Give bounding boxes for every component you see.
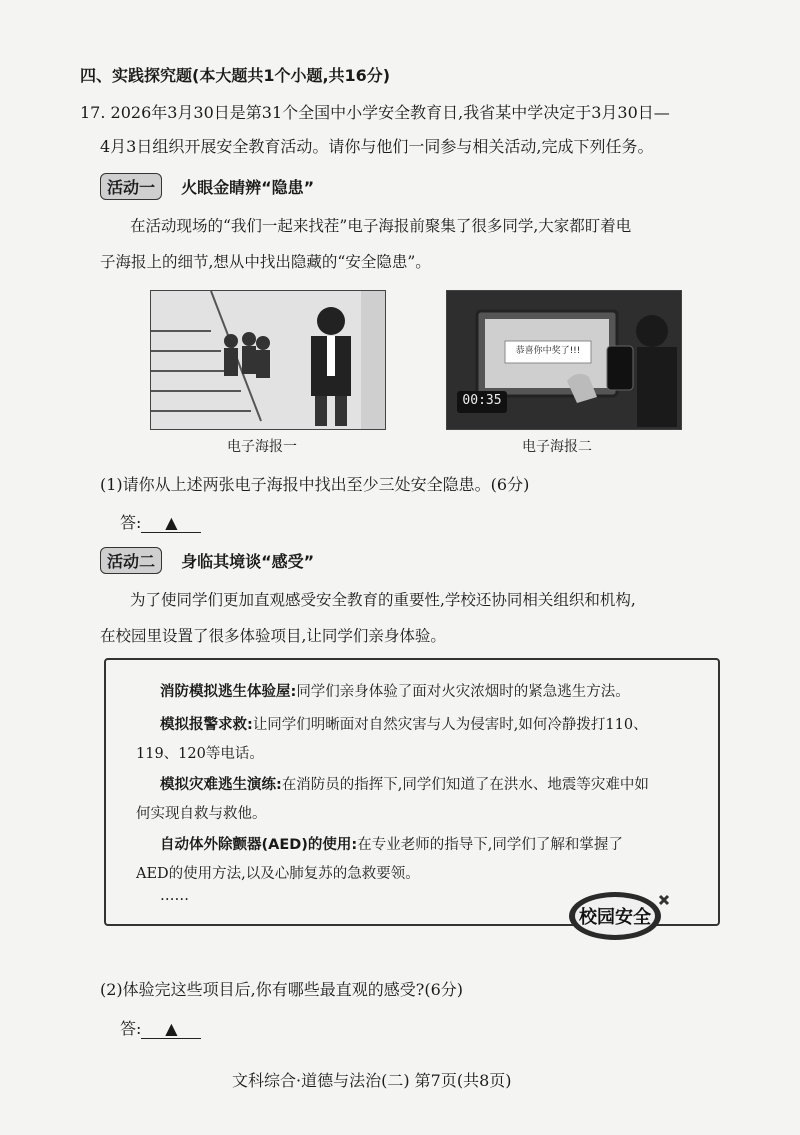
poster-two-clock: 00:35 (462, 393, 502, 408)
activity1-para-line-1: 在活动现场的“我们一起来找茬”电子海报前聚集了很多同学,大家都盯着电 (130, 217, 632, 235)
answer-2 (120, 1016, 201, 1039)
activity1-title: 火眼金睛辨“隐患” (181, 178, 315, 197)
answer-2-label: 答: (120, 1019, 142, 1038)
poster-two-screen-text: 恭喜你中奖了!!! (515, 346, 581, 356)
answer-1-blank: ▲ (141, 513, 201, 533)
answer-1 (120, 510, 201, 533)
poster-one-caption: 电子海报一 (227, 439, 297, 455)
poster-two-caption: 电子海报二 (522, 439, 592, 455)
question-line-1: 17. 2026年3月30日是第31个全国中小学安全教育日,我省某中学决定于3月30日— (80, 103, 670, 122)
answer-2-blank: ▲ (141, 1019, 201, 1039)
activity1-header (100, 173, 314, 200)
activity1-tag: 活动一 (100, 173, 162, 200)
page-footer: 文科综合·道德与法治(二) 第7页(共8页) (232, 1071, 512, 1090)
badge-text: 校园安全 (579, 907, 651, 928)
box-item-3-cont: 何实现自救与救他。 (136, 806, 267, 822)
box-item-1: 消防模拟逃生体验屋:同学们亲身体验了面对火灾浓烟时的紧急逃生方法。 (160, 684, 630, 700)
activity2-title: 身临其境谈“感受” (181, 552, 315, 571)
box-item-3: 模拟灾难逃生演练:在消防员的指挥下,同学们知道了在洪水、地震等灾难中如 (160, 777, 649, 793)
activity2-header (100, 547, 314, 574)
box-item-4-cont: AED的使用方法,以及心肺复苏的急救要领。 (136, 866, 420, 882)
poster-one-image (150, 290, 386, 430)
activity2-tag: 活动二 (100, 547, 162, 574)
box-item-2: 模拟报警求救:让同学们明晰面对自然灾害与人为侵害时,如何冷静拨打110、 (160, 717, 648, 733)
box-ellipsis: …… (160, 888, 189, 904)
box-item-2-cont: 119、120等电话。 (136, 746, 264, 762)
activity2-para-line-1: 为了使同学们更加直观感受安全教育的重要性,学校还协同相关组织和机构, (130, 591, 636, 609)
box-item-4: 自动体外除颤器(AED)的使用:在专业老师的指导下,同学们了解和掌握了 (160, 837, 623, 853)
sub-question-2: (2)体验完这些项目后,你有哪些最直观的感受?(6分) (100, 980, 463, 999)
activity2-para-line-2: 在校园里设置了很多体验项目,让同学们亲身体验。 (100, 627, 446, 645)
activity1-para-line-2: 子海报上的细节,想从中找出隐藏的“安全隐患”。 (100, 253, 431, 271)
poster-two-image (446, 290, 682, 430)
section-heading: 四、实践探究题(本大题共1个小题,共16分) (80, 66, 391, 85)
question-line-2: 4月3日组织开展安全教育活动。请你与他们一同参与相关活动,完成下列任务。 (100, 137, 654, 156)
sub-question-1: (1)请你从上述两张电子海报中找出至少三处安全隐患。(6分) (100, 475, 530, 494)
campus-safety-badge (560, 886, 670, 946)
answer-1-label: 答: (120, 513, 142, 532)
